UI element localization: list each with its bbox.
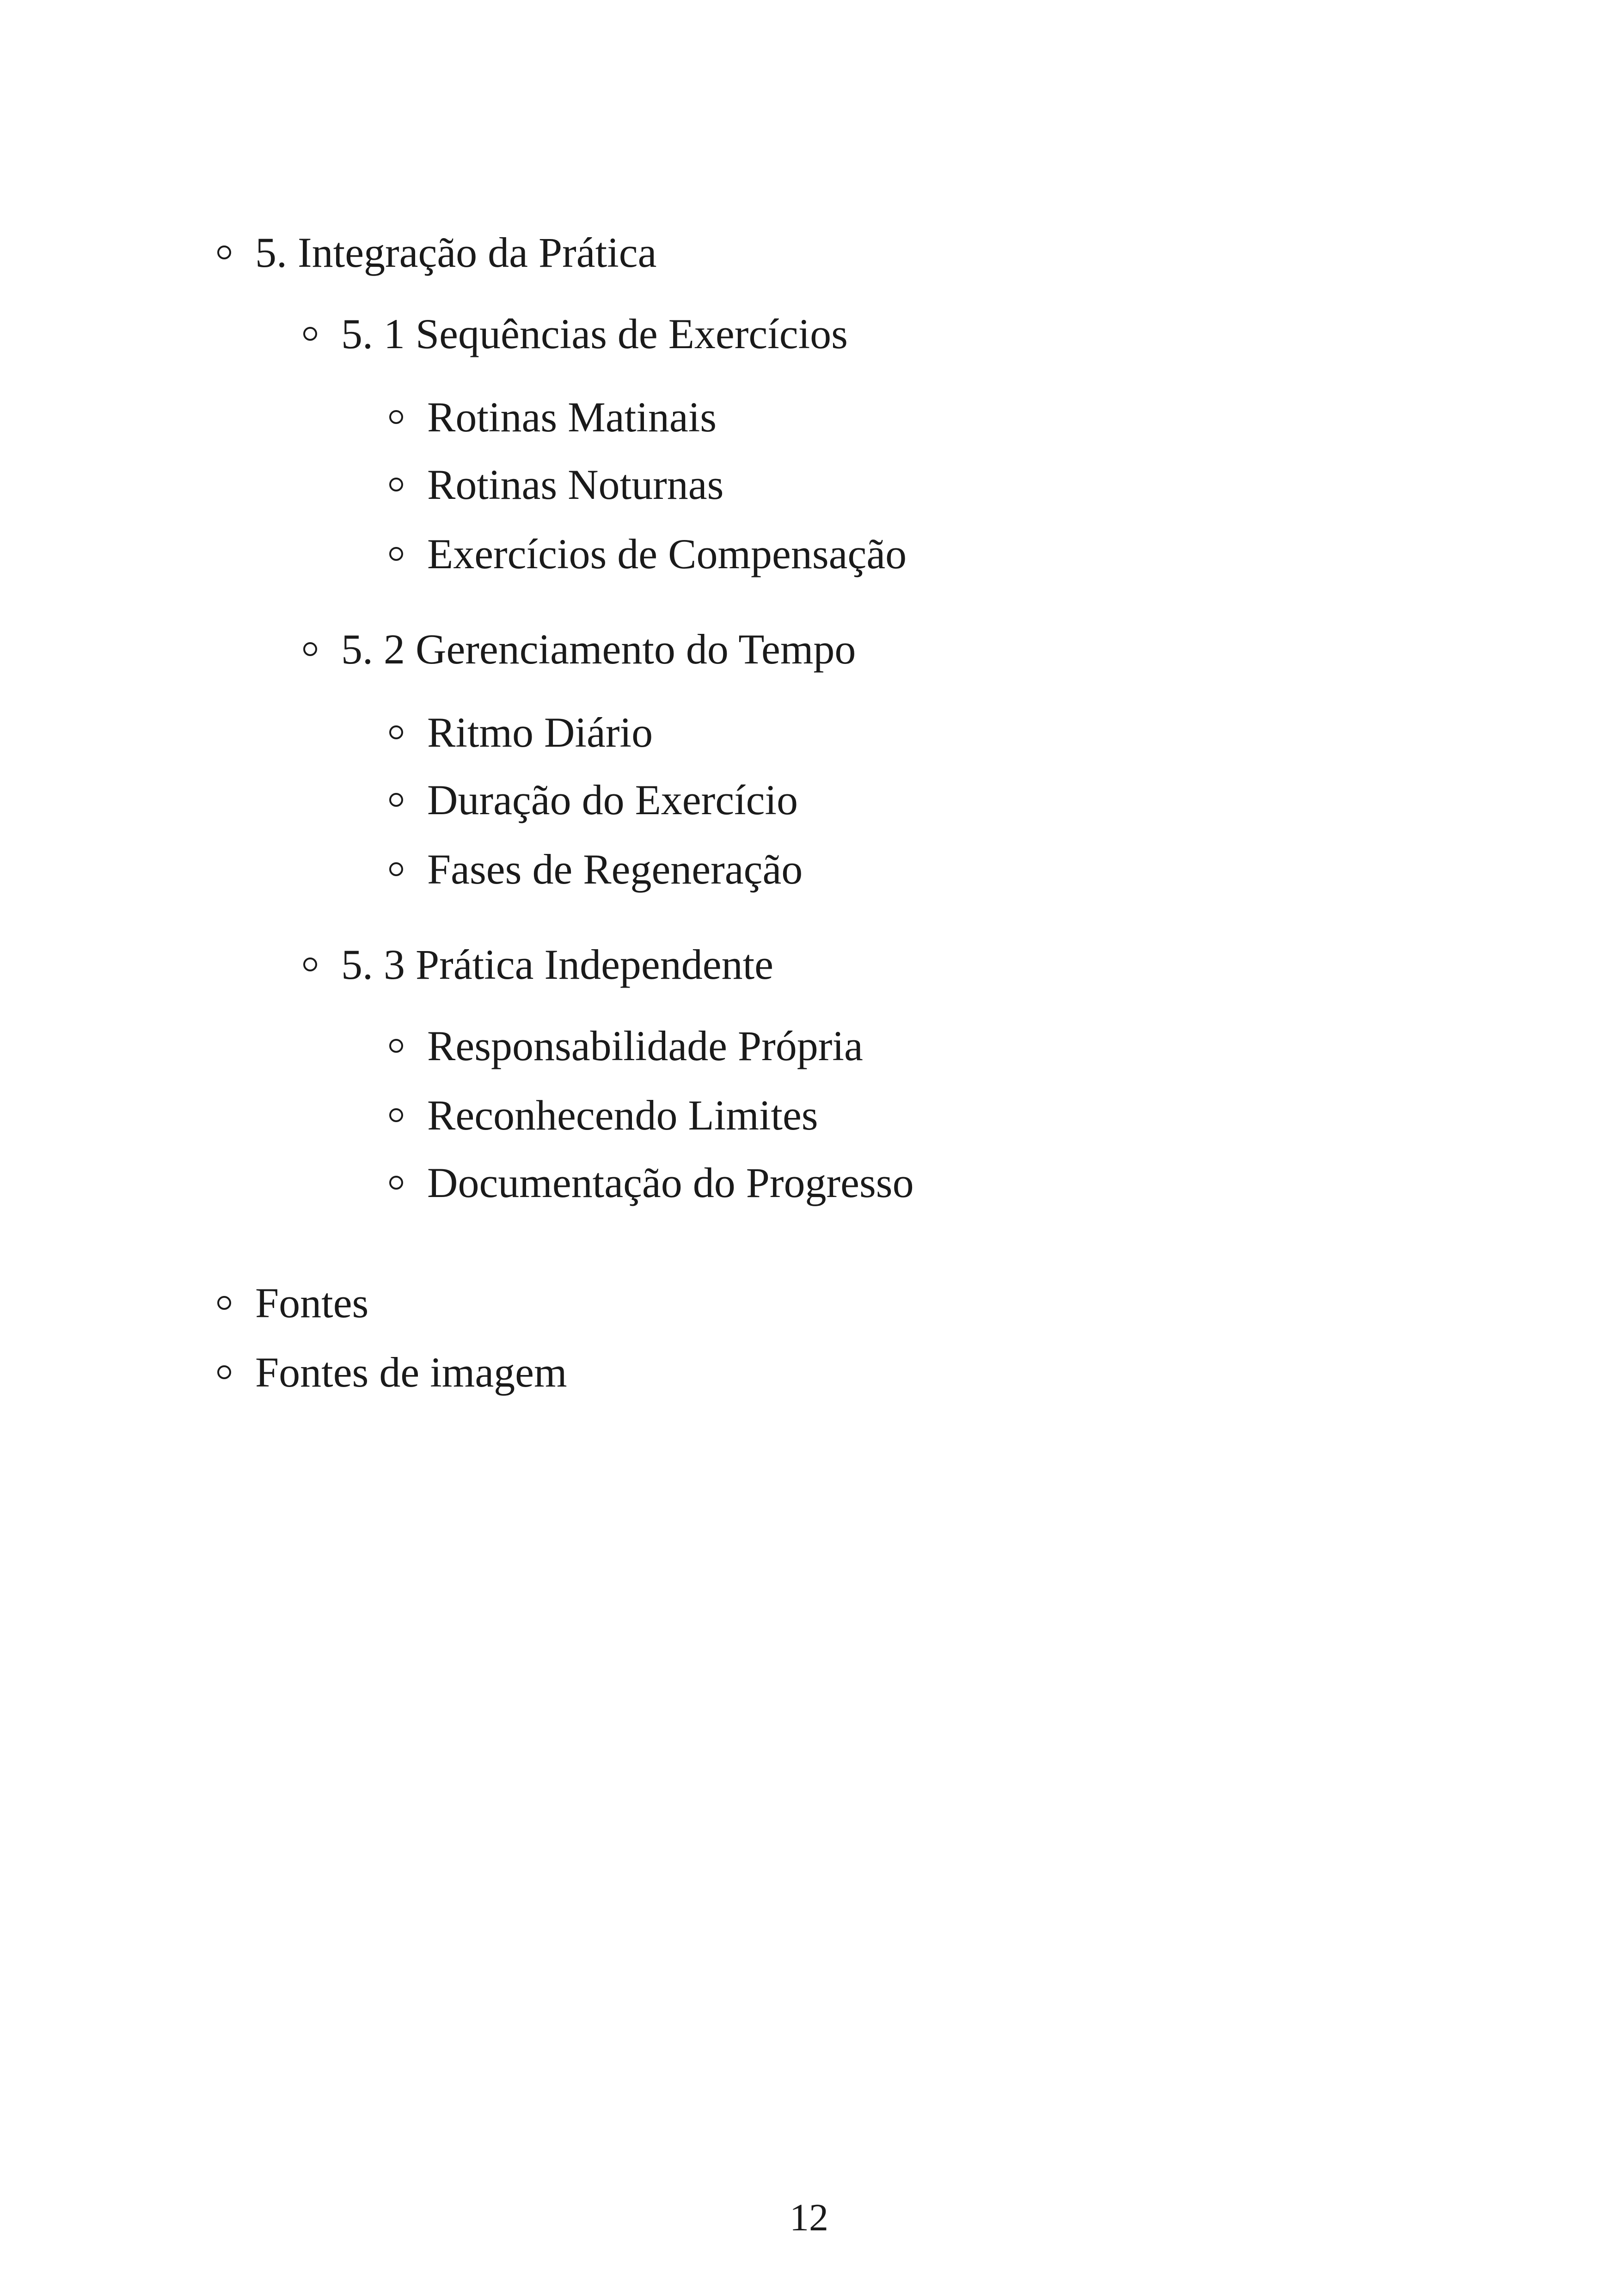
circle-bullet-icon (389, 862, 403, 876)
circle-bullet-icon (389, 547, 403, 561)
circle-bullet-icon (389, 1176, 403, 1190)
toc-subsection-5-2-label: 5. 2 Gerenciamento do Tempo (341, 626, 856, 673)
toc-item-label: Ritmo Diário (427, 709, 653, 756)
toc-item-reconhecendo-limites[interactable] (389, 1092, 818, 1139)
toc-item-duracao-exercicio[interactable] (389, 776, 798, 823)
toc-subsection-5-1-label: 5. 1 Sequências de Exercícios (341, 310, 848, 357)
page-number: 12 (790, 2196, 828, 2239)
circle-bullet-icon (389, 1108, 403, 1122)
toc-section-fontes-imagem[interactable] (217, 1351, 567, 1394)
toc-section-fontes-imagem-label: Fontes de imagem (255, 1349, 567, 1396)
circle-bullet-icon (389, 1039, 403, 1053)
toc-item-fases-regeneracao[interactable] (389, 846, 803, 893)
toc-item-label: Exercícios de Compensação (427, 530, 907, 577)
toc-section-5-label: 5. Integração da Prática (255, 229, 657, 276)
toc-section-fontes[interactable] (217, 1279, 369, 1326)
circle-bullet-icon (303, 642, 317, 656)
toc-subsection-5-3[interactable] (303, 943, 773, 986)
toc-section-5[interactable] (217, 231, 656, 274)
toc-item-label: Fases de Regeneração (427, 846, 803, 893)
toc-item-label: Duração do Exercício (427, 776, 798, 823)
toc-item-rotinas-matinais[interactable] (389, 393, 717, 441)
circle-bullet-icon (389, 725, 403, 739)
circle-bullet-icon (303, 958, 317, 971)
circle-bullet-icon (217, 246, 231, 259)
toc-item-ritmo-diario[interactable] (389, 711, 653, 754)
circle-bullet-icon (389, 793, 403, 807)
circle-bullet-icon (217, 1296, 231, 1310)
toc-subsection-5-1[interactable] (303, 310, 848, 357)
toc-item-rotinas-noturnas[interactable] (389, 463, 723, 506)
toc-subsection-5-2[interactable] (303, 626, 856, 673)
toc-item-label: Rotinas Noturnas (427, 461, 724, 508)
toc-item-label: Rotinas Matinais (427, 393, 717, 441)
toc-item-label: Responsabilidade Própria (427, 1022, 863, 1069)
toc-subsection-5-3-label: 5. 3 Prática Independente (341, 941, 773, 988)
circle-bullet-icon (389, 478, 403, 491)
toc-section-fontes-label: Fontes (255, 1279, 369, 1326)
toc-item-documentacao-progresso[interactable] (389, 1161, 914, 1204)
circle-bullet-icon (389, 410, 403, 424)
toc-item-label: Documentação do Progresso (427, 1159, 914, 1206)
toc-item-responsabilidade-propria[interactable] (389, 1022, 863, 1069)
toc-item-label: Reconhecendo Limites (427, 1092, 818, 1139)
circle-bullet-icon (217, 1365, 231, 1379)
toc-item-exercicios-compensacao[interactable] (389, 530, 907, 577)
circle-bullet-icon (303, 327, 317, 341)
